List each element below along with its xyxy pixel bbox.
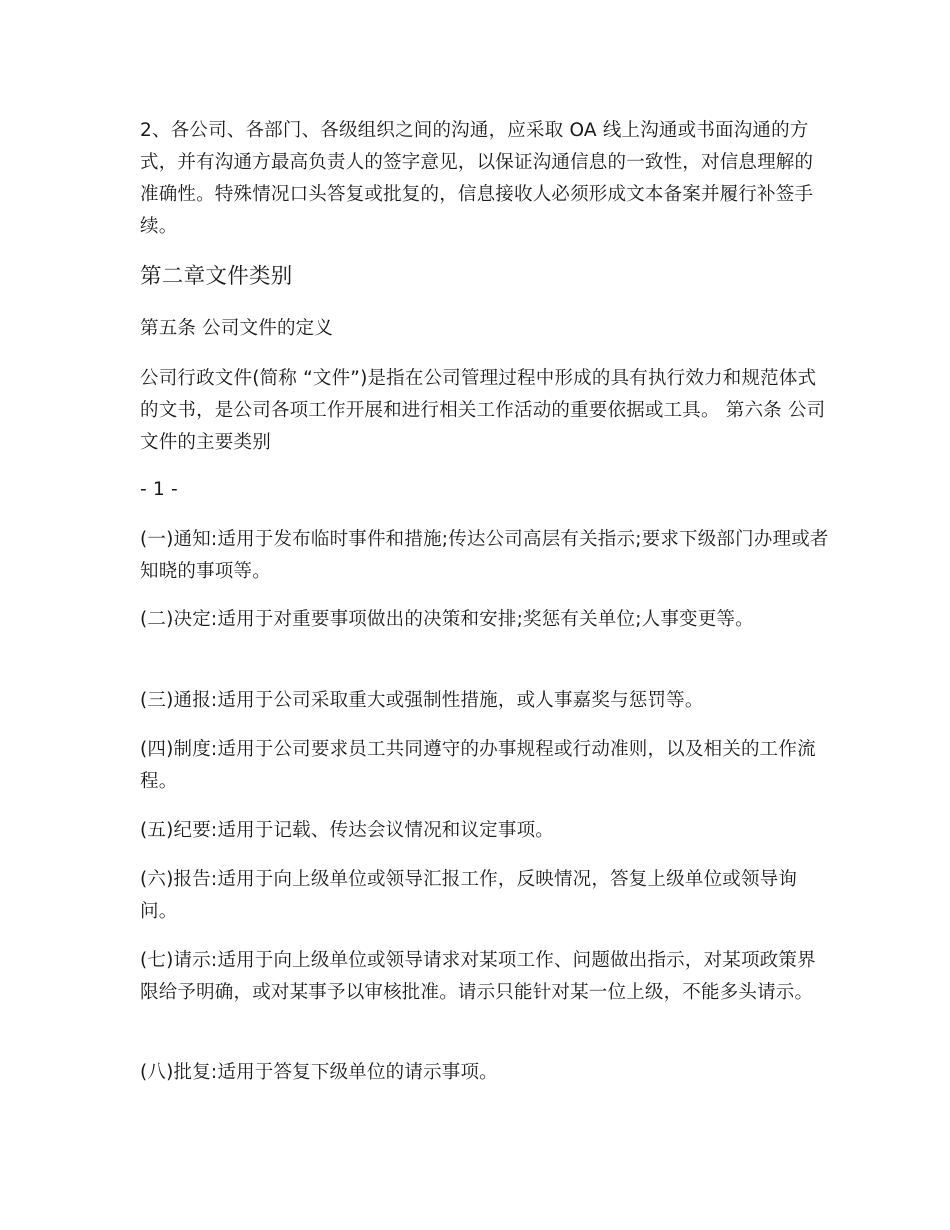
paragraph-file-definition: 公司行政文件(简称 “文件”)是指在公司管理过程中形成的具有执行效力和规范体式的文书，是公司各项工作开展和进行相关工作活动的重要依据或工具。 第六条 公司文件的主要类别 (140, 368, 826, 453)
article-heading: 第五条 公司文件的定义 (140, 318, 334, 339)
list-item-circular: (三)通报:适用于公司采取重大或强制性措施，或人事嘉奖与惩罚等。 (140, 690, 704, 711)
list-item-request: (七)请示:适用于向上级单位或领导请求对某项工作、问题做出指示，对某项政策界限给予明确，或对某事予以审核批准。请示只能针对某一位上级，不能多头请示。 (140, 950, 816, 1003)
list-item-minutes: (五)纪要:适用于记载、传达会议情况和议定事项。 (140, 820, 554, 841)
chapter-heading: 第二章文件类别 (140, 264, 293, 289)
page-number: - 1 - (140, 479, 178, 500)
list-item-decision: (二)决定:适用于对重要事项做出的决策和安排;奖惩有关单位;人事变更等。 (140, 609, 754, 630)
list-item-regulation: (四)制度:适用于公司要求员工共同遵守的办事规程或行动准则，以及相关的工作流程。 (140, 739, 816, 792)
list-item-reply: (八)批复:适用于答复下级单位的请示事项。 (140, 1062, 498, 1083)
paragraph-communication-rule: 2、各公司、各部门、各级组织之间的沟通，应采取 OA 线上沟通或书面沟通的方式，并有沟通方最高负责人的签字意见，以保证沟通信息的一致性，对信息理解的准确性。特殊情况口头答复或批复的，信息接收人必须形成文本备案并履行补签手续。 (140, 120, 814, 237)
list-item-report: (六)报告:适用于向上级单位或领导汇报工作，反映情况，答复上级单位或领导询问。 (140, 869, 798, 922)
list-item-notice: (一)通知:适用于发布临时事件和措施;传达公司高层有关指示;要求下级部门办理或者知晓的事项等。 (140, 529, 829, 582)
